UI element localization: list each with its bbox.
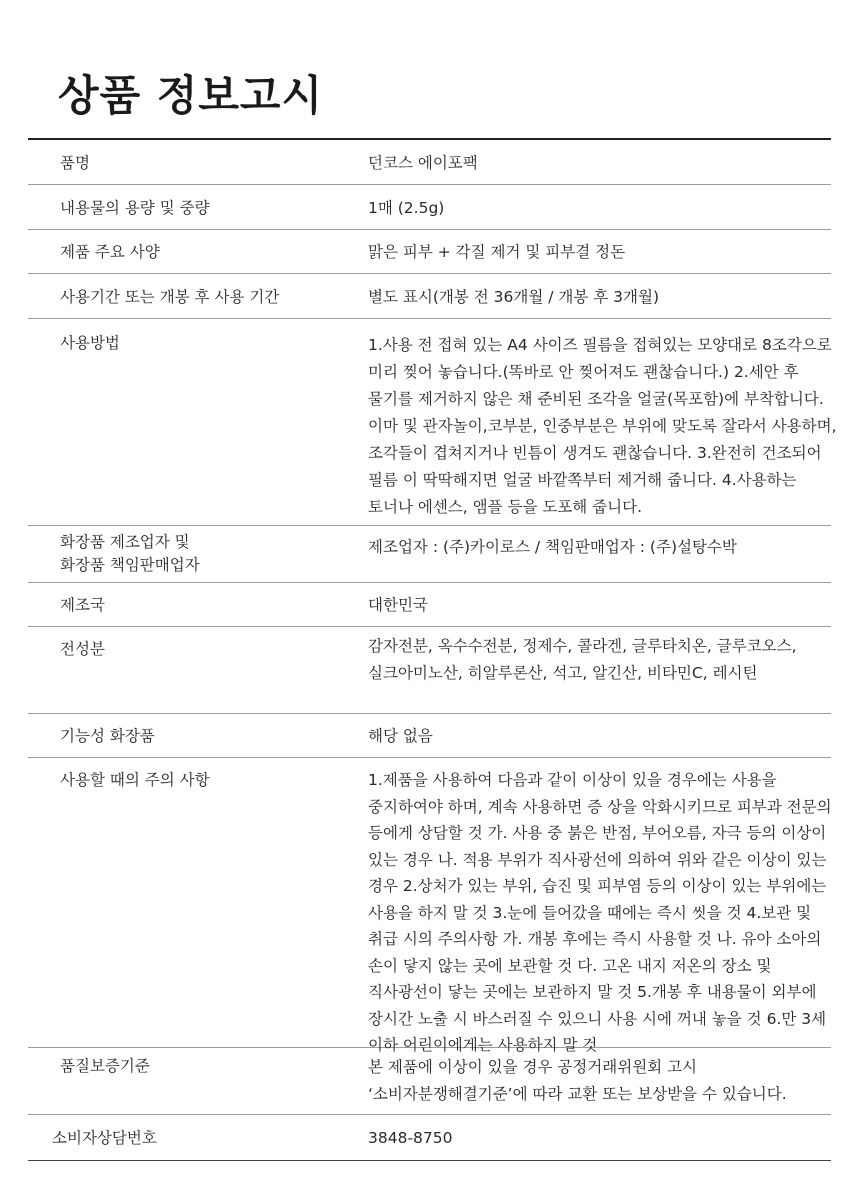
row-label: 사용방법	[60, 334, 120, 352]
row-value: 본 제품에 이상이 있을 경우 공정거래위원회 고시 ‘소비자분쟁해결기준’에 따라 교환 또는 보상받을 수 있습니다.	[368, 1058, 787, 1103]
row-value: 감자전분, 옥수수전분, 정제수, 콜라겐, 글루타치온, 글루코오스, 실크아미노산, 히알루론산, 석고, 알긴산, 비타민C, 레시틴	[368, 637, 797, 682]
row-value: 3848-8750	[368, 1129, 453, 1147]
row-label: 내용물의 용량 및 중량	[60, 199, 210, 217]
label-line-2: 화장품 책임판매업자	[60, 556, 200, 574]
row-label: 품명	[60, 154, 90, 172]
table-row-spec	[28, 230, 831, 274]
table-row-expiry	[28, 274, 831, 319]
page-title: 상품 정보고시	[58, 71, 324, 120]
row-label: 소비자상담번호	[52, 1129, 157, 1147]
table-row-manufacturer	[28, 526, 831, 583]
product-info-table	[28, 138, 837, 1161]
table-row-product-name	[28, 140, 831, 185]
row-value: 맑은 피부 + 각질 제거 및 피부결 정돈	[368, 243, 626, 261]
label-line-1: 화장품 제조업자 및	[60, 533, 190, 551]
table-row-usage	[28, 319, 837, 526]
row-label: 전성분	[60, 640, 105, 658]
row-value: 대한민국	[368, 596, 428, 614]
row-value: 던코스 에이포팩	[368, 154, 478, 172]
row-value: 1.사용 전 접혀 있는 A4 사이즈 필름을 접혀있는 모양대로 8조각으로 미리 찢어 놓습니다.(똑바로 안 찢어져도 괜찮습니다.) 2.세안 후 물기를 제거하지 않은 채 준비된 조각을 얼굴(목포함)에 부착합니다. 이마 및 관자놀이,코부분, 인중부분은 부위에 맞도록 잘라서 사용하며, 조각들이 겹쳐지거나 빈틈이 생겨도 괜찮습니다. 3.완전히 건조되어 필름 이 딱딱해지면 얼굴 바깥쪽부터 제거해 줍니다. 4.사용하는 토너나 에센스, 앰플 등을 도포해 줍니다.	[368, 336, 837, 516]
table-row-country	[28, 583, 831, 627]
row-value: 1.제품을 사용하여 다음과 같이 이상이 있을 경우에는 사용을 중지하여야 하며, 계속 사용하면 증 상을 악화시키므로 피부과 전문의 등에게 상담할 것 가. 사용 중 붉은 반점, 부어오름, 자극 등의 이상이 있는 경우 나. 적용 부위가 직사광선에 의하여 위와 같은 이상이 있는 경우 2.상처가 있는 부위, 습진 및 피부염 등의 이상이 있는 부위에는 사용을 하지 말 것 3.눈에 들어갔을 때에는 즉시 씻을 것 4.보관 및 취급 시의 주의사항 가. 개봉 후에는 즉시 사용할 것 나. 유아 소아의 손이 닿지 않는 곳에 보관할 것 다. 고온 내지 저온의 장소 및 직사광선이 닿는 곳에는 보관하지 말 것 5.개봉 후 내용물이 외부에 장시간 노출 시 바스러질 수 있으니 사용 시에 꺼내 놓을 것 6.만 3세 이하 어린이에게는 사용하지 말 것	[368, 771, 832, 1054]
row-label: 사용기간 또는 개봉 후 사용 기간	[60, 288, 280, 306]
table-row-contact	[28, 1115, 831, 1161]
row-value: 제조업자 : (주)카이로스 / 책임판매업자 : (주)설탕수박	[368, 538, 737, 556]
row-value: 해당 없음	[368, 727, 433, 745]
row-label: 제품 주요 사양	[60, 243, 160, 261]
table-row-volume	[28, 185, 831, 230]
table-row-ingredients	[28, 627, 831, 714]
row-value: 1매 (2.5g)	[368, 199, 445, 217]
row-label: 사용할 때의 주의 사항	[60, 771, 210, 789]
table-row-cautions	[28, 758, 832, 1054]
row-label	[60, 531, 200, 577]
table-row-quality	[28, 1048, 831, 1115]
table-row-functional	[28, 714, 831, 758]
row-label: 제조국	[60, 596, 105, 614]
row-label: 기능성 화장품	[60, 727, 155, 745]
row-value: 별도 표시(개봉 전 36개월 / 개봉 후 3개월)	[368, 288, 660, 306]
row-label: 품질보증기준	[60, 1057, 150, 1075]
